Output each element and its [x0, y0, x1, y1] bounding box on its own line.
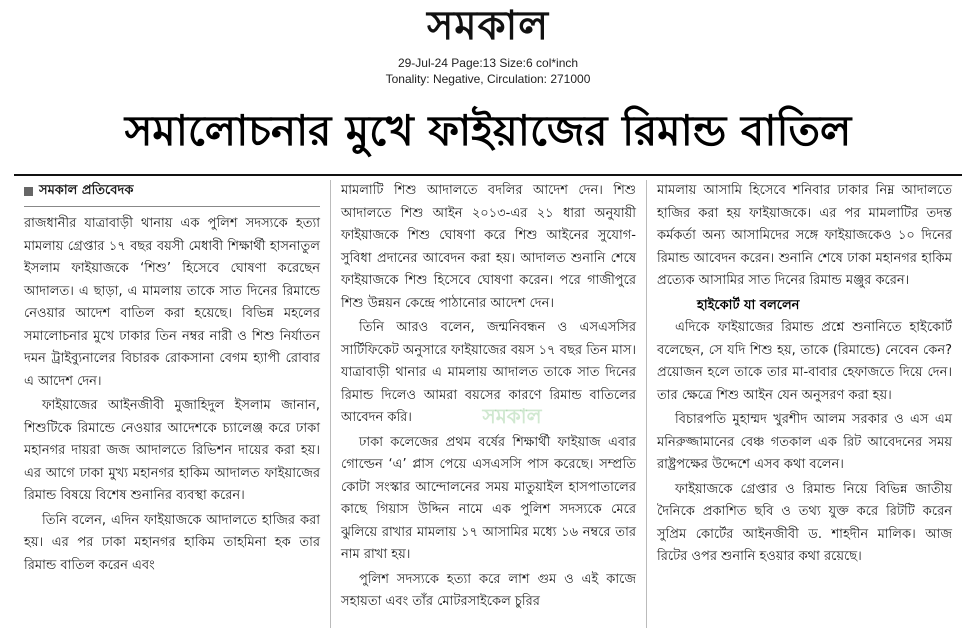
- headline-divider: [14, 174, 962, 176]
- masthead-logo: সমকাল: [426, 2, 550, 49]
- paragraph: এদিকে ফাইয়াজের রিমান্ড প্রশ্নে শুনানিতে হাইকোর্ট বলেছেন, সে যদি শিশু হয়, তাকে (রিমান্ডে) নেবেন কেন? প্রয়োজন হলে তাকে তার মা-বাবার হেফাজতে দিয়ে দেন। তার ক্ষেত্রে শিশু আইন যেন অনুসরণ করা হয়।: [657, 320, 952, 403]
- section-subhead: হাইকোর্ট যা বললেন: [697, 297, 800, 313]
- paragraph: তিনি বলেন, এদিন ফাইয়াজকে আদালতে হাজির করা হয়। এর পর ঢাকা মহানগর হাকিম তাহমিনা হক তার রিমান্ড বাতিল করেন এবং: [24, 512, 320, 573]
- watermark: সমকাল: [482, 404, 542, 428]
- paragraph: ঢাকা কলেজের প্রথম বর্ষের শিক্ষার্থী ফাইয়াজ এবার গোল্ডেন ‘এ’ প্লাস পেয়ে এসএসসি পাস করেছে। সম্প্রতি কোটা সংস্কার আন্দোলনের সময় মাতুয়াইল হাসপাতালের কাছে গিয়াস উদ্দিন নামে এক পুলিশ সদস্যকে মেরে ঝুলিয়ে রাখার মামলায় ১৭ আসামির মধ্যে ১৬ নম্বরে তার নাম রাখা হয়।: [341, 434, 636, 562]
- square-bullet-icon: [24, 187, 33, 196]
- paragraph: তিনি আরও বলেন, জন্মনিবন্ধন ও এসএসসির সার্টিফিকেট অনুসারে ফাইয়াজের বয়স ১৭ বছর তিন মাস। যাত্রাবাড়ী থানার এ মামলায় আদালত তাকে সাত দিনের রিমান্ড দিলেও আমরা বয়সের কারণে রিমান্ড বাতিলের আবেদন করি।: [341, 320, 636, 425]
- byline-text: সমকাল প্রতিবেদক: [39, 183, 134, 198]
- paragraph: ফাইয়াজকে গ্রেপ্তার ও রিমান্ড নিয়ে বিভিন্ন জাতীয় দৈনিকে প্রকাশিত ছবি ও তথ্য যুক্ত করে রিটটি করেন সুপ্রিম কোর্টের আইনজীবী ড. শাহদীন মালিক। আজ রিটের ওপর শুনানি হওয়ার কথা রয়েছে।: [657, 481, 952, 564]
- paragraph: রাজধানীর যাত্রাবাড়ী থানায় এক পুলিশ সদস্যকে হত্যা মামলায় গ্রেপ্তার ১৭ বছর বয়সী মেধাবী শিক্ষার্থী হাসনাতুল ইসলাম ফাইয়াজকে ‘শিশু’ হিসেবে ঘোষণা করেছেন আদালত। এ ছাড়া, এ মামলায় তাকে সাত দিনের রিমান্ডে নেওয়ার আদেশ বাতিল করা হয়েছে। বিভিন্ন মহলের সমালোচনার মুখে ঢাকার তিন নম্বর নারী ও শিশু নির্যাতন দমন ট্রাইব্যুনালের বিচারক রোকসানা বেগম হ্যাপী রোবার এ আদেশ দেন।: [24, 216, 320, 389]
- article-column-1: [14, 180, 330, 628]
- article-column-3: [646, 180, 962, 628]
- clipping-meta-tonality: Tonality: Negative, Circulation: 271000: [385, 72, 591, 86]
- clipping-meta-date: 29-Jul-24 Page:13 Size:6 col*inch: [397, 56, 579, 70]
- article-body: [14, 180, 962, 628]
- paragraph: বিচারপতি মুহাম্মদ খুরশীদ আলম সরকার ও এস এম মনিরুজ্জামানের বেঞ্চ গতকাল এক রিট আবেদনের সময় রাষ্ট্রপক্ষের উদ্দেশে এসব কথা বলেন।: [657, 412, 952, 472]
- article-column-2: [330, 180, 646, 628]
- paragraph: পুলিশ সদস্যকে হত্যা করে লাশ গুম ও এই কাজে সহায়তা এবং তাঁর মোটরসাইকেল চুরির: [341, 571, 636, 609]
- paragraph: মামলায় আসামি হিসেবে শনিবার ঢাকার নিম্ন আদালতে হাজির করা হয় ফাইয়াজকে। এর পর মামলাটির তদন্ত কর্মকর্তা অন্য আসামিদের সঙ্গে ফাইয়াজকেও ১০ দিনের রিমান্ড আবেদন করেন। শুনানি শেষে ঢাকা মহানগর হাকিম প্রত্যেক আসামির সাত দিনের রিমান্ড মঞ্জুর করেন।: [657, 183, 952, 288]
- paragraph: মামলাটি শিশু আদালতে বদলির আদেশ দেন। শিশু আদালতে শিশু আইন ২০১৩-এর ২১ ধারা অনুযায়ী ফাইয়াজকে শিশু ঘোষণা করে শিশু আইনের সুযোগ-সুবিধা প্রদানের আবেদন করা হয়। আদালত শুনানি শেষে ফাইয়াজকে শিশু হিসেবে ঘোষণা করেন। পরে গাজীপুরে শিশু উন্নয়ন কেন্দ্রে পাঠানোর আদেশ দেন।: [341, 183, 636, 311]
- paragraph: ফাইয়াজের আইনজীবী মুজাহিদুল ইসলাম জানান, শিশুটিকে রিমান্ডে নেওয়ার আদেশকে চ্যালেঞ্জ করে ঢাকা মহানগর দায়রা জজ আদালতে রিভিশন দায়ের করা হয়। এর আগে ঢাকা মুখ্য মহানগর হাকিম আদালত ফাইয়াজের রিমান্ড বিষয়ে বিশেষ শুনানির ব্যবস্থা করেন।: [24, 398, 320, 503]
- byline: [24, 180, 320, 207]
- article-headline: সমালোচনার মুখে ফাইয়াজের রিমান্ড বাতিল: [124, 106, 852, 155]
